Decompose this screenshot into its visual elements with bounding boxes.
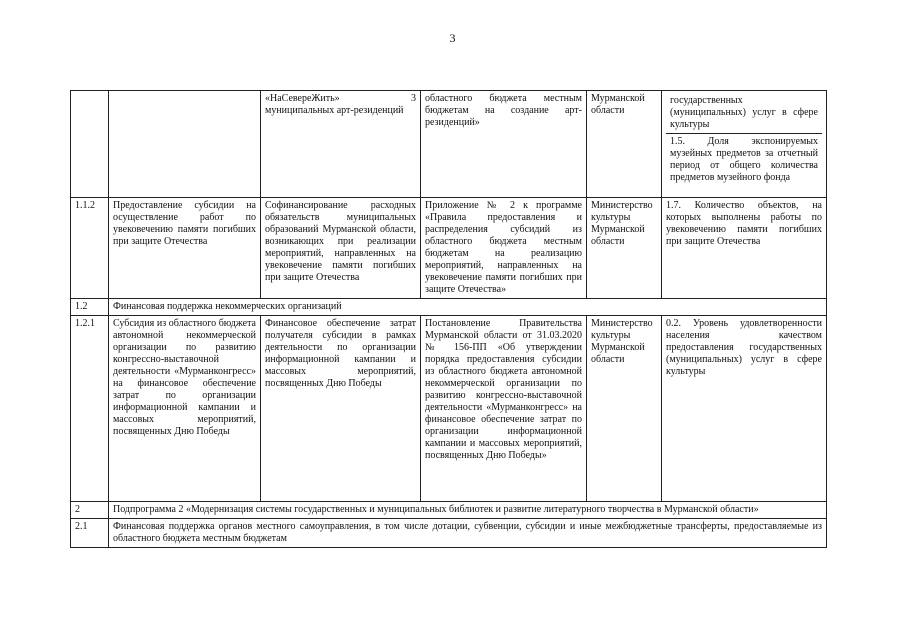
table-row bbox=[71, 91, 827, 198]
measure-name: Субсидия из областного бюджета автономной некоммерческой организации по развитию конгрессно-выставочной деятельности «Мурманконгресс» на финансовое обеспечение затрат по организации информационной кампании и массовых мероприятий, посвященных Дню Победы bbox=[109, 316, 261, 502]
measure-indicator: 0.2. Уровень удовлетворенности населения качеством предоставления государственных (муниципальных) услуг в сфере культуры bbox=[662, 316, 827, 502]
measure-name bbox=[109, 91, 261, 198]
measure-content: Софинансирование расходных обязательств муниципальных образований Мурманской области, возникающих при реализации мероприятий, направленных на увековечение памяти погибших при защите Отечества bbox=[261, 198, 421, 299]
measure-indicators bbox=[662, 91, 827, 198]
measure-name: Предоставление субсидии на осуществление работ по увековечению памяти погибших при защите Отечества bbox=[109, 198, 261, 299]
measure-executor: Министерство культуры Мурманской области bbox=[587, 316, 662, 502]
measure-content: Финансовое обеспечение затрат получателя субсидии в рамках деятельности по организации информационной кампании и массовых мероприятий, посвященных Дню Победы bbox=[261, 316, 421, 502]
row-number: 1.1.2 bbox=[71, 198, 109, 299]
row-number: 2 bbox=[71, 502, 109, 519]
indicator-text: государственных (муниципальных) услуг в сфере культуры bbox=[666, 93, 822, 134]
table-row bbox=[71, 519, 827, 548]
section-title: Финансовая поддержка органов местного самоуправления, в том числе дотации, субвенции, субсидии и иные межбюджетные трансферты, предоставляемые из областного бюджета местным бюджетам bbox=[109, 519, 827, 548]
measure-content: «НаСевереЖить» 3 муниципальных арт-резиденций bbox=[261, 91, 421, 198]
measure-executor: Министерство культуры Мурманской области bbox=[587, 198, 662, 299]
row-number bbox=[71, 91, 109, 198]
page-number: 3 bbox=[449, 31, 456, 45]
table-row bbox=[71, 299, 827, 316]
row-number: 1.2 bbox=[71, 299, 109, 316]
subprogram-title: Подпрограмма 2 «Модернизация системы государственных и муниципальных библиотек и развитие литературного творчества в Мурманской области» bbox=[109, 502, 827, 519]
indicator-text: 1.5. Доля экспонируемых музейных предметов за отчетный период от общего количества предметов музейного фонда bbox=[670, 136, 818, 183]
measure-document: областного бюджета местным бюджетам на создание арт-резиденций» bbox=[421, 91, 587, 198]
table-row bbox=[71, 198, 827, 299]
measure-indicator: 1.7. Количество объектов, на которых выполнены работы по увековечению памяти погибших при защите Отечества bbox=[662, 198, 827, 299]
table-row bbox=[71, 316, 827, 502]
measure-document: Постановление Правительства Мурманской области от 31.03.2020 № 156-ПП «Об утверждении порядка предоставления субсидии из областного бюджета автономной некоммерческой организации по развитию конгрессно-выставочной деятельности «Мурманконгресс» на финансовое обеспечение затрат по организации информационной кампании и массовых мероприятий, посвященных Дню Победы» bbox=[421, 316, 587, 502]
program-table bbox=[70, 90, 827, 548]
table-row bbox=[71, 502, 827, 519]
measure-executor: Мурманской области bbox=[587, 91, 662, 198]
row-number: 2.1 bbox=[71, 519, 109, 548]
section-title: Финансовая поддержка некоммерческих организаций bbox=[109, 299, 827, 316]
row-number: 1.2.1 bbox=[71, 316, 109, 502]
measure-document: Приложение № 2 к программе «Правила предоставления и распределения субсидий из областного бюджета местным бюджетам на реализацию мероприятий, направленных на увековечение памяти погибших при защите Отечества» bbox=[421, 198, 587, 299]
